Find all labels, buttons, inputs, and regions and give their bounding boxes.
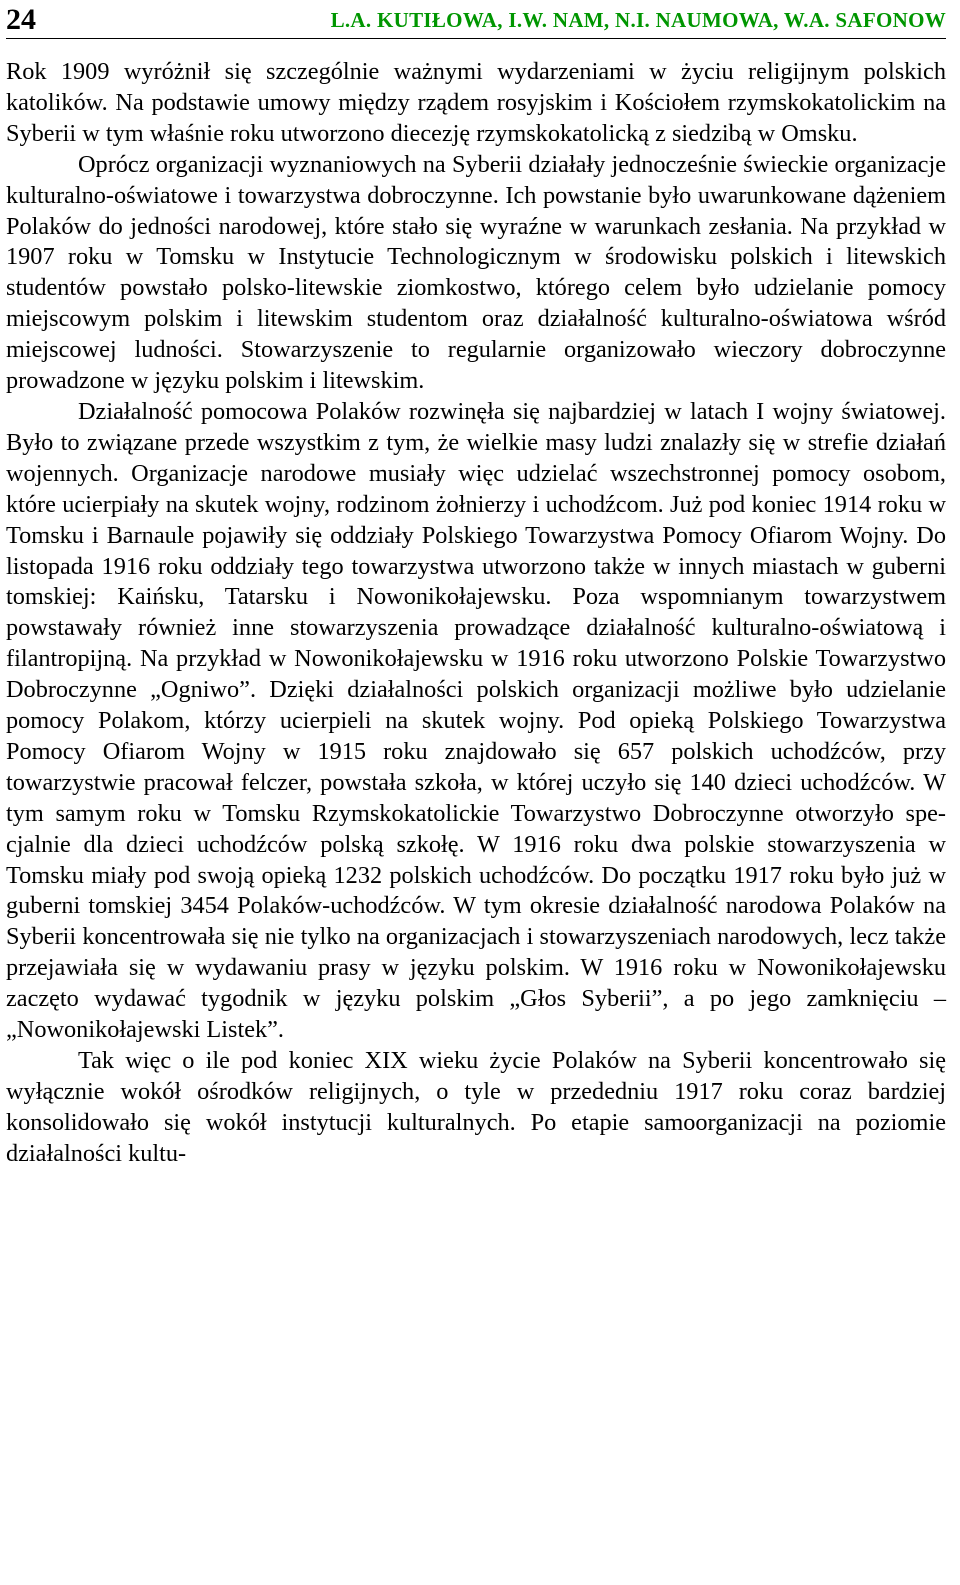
paragraph-1: Rok 1909 wyróżnił się szczególnie ważnymi wydarzeniami w życiu religijnym polskich katolików. Na podstawie umowy między rządem rosyjskim i Kościołem rzymskokatolickim na Syberii w tym właśnie roku utworzono diecezję rzymskokatolicką z siedzibą w Omsku. <box>6 58 946 147</box>
document-page <box>6 0 946 1170</box>
paragraph-3: Działalność pomocowa Polaków rozwinęła się najbardziej w latach I wojny światowej. Było to związane przede wszystkim z tym, że wielkie masy ludzi znalazły się w strefie działań wojennych. Organizacje narodowe musiały więc udzielać wszechstronnej pomocy osobom, które ucierpiały na skutek wojny, rodzinom żołnierzy i uchodźcom. Już pod koniec 1914 roku w Tomsku i Barnaule pojawiły się oddziały Polskiego Towarzystwa Pomocy Ofiarom Wojny. Do listopada 1916 roku oddziały tego towarzystwa utworzono także w innych miastach w guberni tomskiej: Kaińsku, Tatarsku i Nowonikołajewsku. Poza wspomnianym towarzystwem powstawały również inne stowarzyszenia prowadzące działalność kulturalno-oświatową i filantropijną. Na przykład w Nowonikołajewsku w 1916 roku utworzono Polskie Towarzystwo Dobroczynne „Ogniwo”. Dzięki działalności polskich organizacji możliwe było udzielanie pomocy Polakom, którzy ucierpieli na skutek wojny. Pod opieką Polskiego Towarzystwa Pomocy Ofiarom Wojny w 1915 roku znajdowało się 657 polskich uchodźców, przy towarzystwie pracował felczer, powstała szkoła, w której uczyło się 140 dzieci uchodźców. W tym samym roku w Tomsku Rzymskokatolickie Towarzystwo Dobroczynne otworzyło specjalnie dla dzieci uchodźców polską szkołę. W 1916 roku dwa polskie stowarzyszenia w Tomsku miały pod swoją opieką 1232 polskich uchodźców. Do początku 1917 roku było już w guberni tomskiej 3454 Polaków-uchodźców. W tym okresie działalność narodowa Polaków na Syberii koncentrowała się nie tylko na organizacjach i stowarzyszeniach narodowych, lecz także przejawiała się w wydawaniu prasy w języku polskim. W 1916 roku w Nowonikołajewsku zaczęto wydawać tygodnik w języku polskim „Głos Syberii”, a po jego zamknięciu – „Nowonikołajewski Listek”. <box>6 397 946 1044</box>
running-head-authors: L.A. KUTIŁOWA, I.W. NAM, N.I. NAUMOWA, W.A. SAFONOW <box>330 8 946 32</box>
paragraph-2: Oprócz organizacji wyznaniowych na Syberii działały jednocześnie świeckie organizacje kulturalno-oświatowe i towarzystwa dobroczynne. Ich powstanie było uwarunkowane dążeniem Polaków do jedności narodowej, które stało się wyraźne w warunkach zesłania. Na przykład w 1907 roku w Tomsku w Instytucie Technologicznym w środowisku polskich i litewskich studentów powstało polsko-litewskie ziomkostwo, którego celem było udzielanie pomocy miejscowym polskim i litewskim studentom oraz działalność kulturalno-oświatowa wśród miejscowej ludności. Stowarzyszenie to regularnie organizowało wieczory dobroczynne prowadzone w języku polskim i litewskim. <box>6 150 946 395</box>
paragraph-4: Tak więc o ile pod koniec XIX wieku życie Polaków na Syberii koncentrowało się wyłącznie wokół ośrodków religijnych, o tyle w przededniu 1917 roku coraz bardziej konsolidowało się wokół instytucji kulturalnych. Po etapie samoorganizacji na poziomie działalności kultu- <box>6 1047 946 1167</box>
page-number: 24 <box>6 3 36 36</box>
body-text <box>6 57 946 1170</box>
page-header <box>6 2 946 39</box>
